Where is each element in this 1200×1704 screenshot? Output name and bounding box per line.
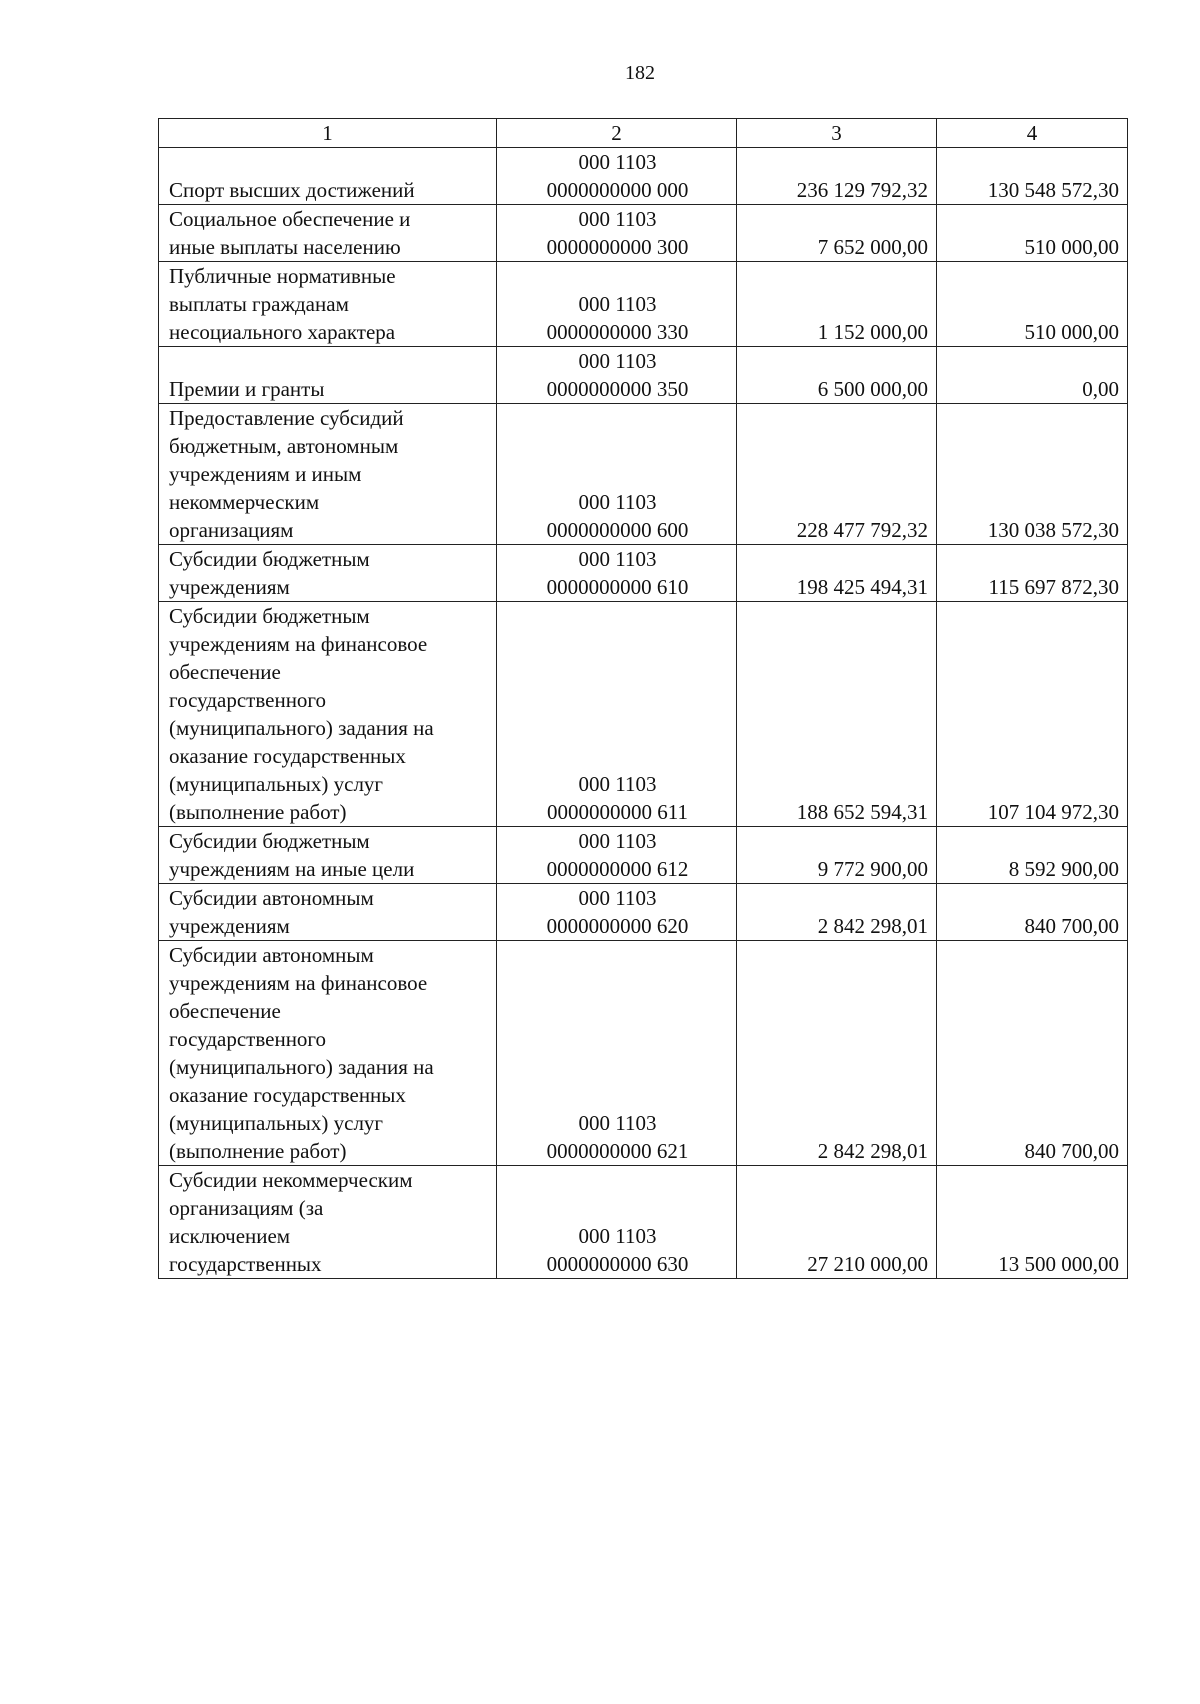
row-value-col3: 1 152 000,00 xyxy=(737,262,937,347)
row-value-col4: 840 700,00 xyxy=(937,941,1128,1166)
row-value-col3: 198 425 494,31 xyxy=(737,545,937,602)
page-number: 182 xyxy=(625,62,655,84)
table-row xyxy=(159,827,1128,884)
row-value-col4: 130 548 572,30 xyxy=(937,148,1128,205)
row-name-cell: Субсидии некоммерческим организациям (за исключением государственных xyxy=(159,1166,497,1279)
row-value-col3: 9 772 900,00 xyxy=(737,827,937,884)
table-row xyxy=(159,602,1128,827)
row-value-col3: 6 500 000,00 xyxy=(737,347,937,404)
table-row xyxy=(159,205,1128,262)
row-value-col4: 13 500 000,00 xyxy=(937,1166,1128,1279)
row-name-cell: Субсидии автономным учреждениям xyxy=(159,884,497,941)
header-col-3: 3 xyxy=(737,119,937,148)
row-name-cell: Публичные нормативные выплаты гражданам несоциального характера xyxy=(159,262,497,347)
row-code-cell: 000 1103 0000000000 330 xyxy=(497,262,737,347)
table-row xyxy=(159,1166,1128,1279)
row-name-cell: Предоставление субсидий бюджетным, автономным учреждениям и иным некоммерческим организациям xyxy=(159,404,497,545)
row-value-col4: 510 000,00 xyxy=(937,205,1128,262)
row-name-cell: Субсидии бюджетным учреждениям на иные цели xyxy=(159,827,497,884)
row-code-cell: 000 1103 0000000000 610 xyxy=(497,545,737,602)
table-row xyxy=(159,262,1128,347)
row-value-col4: 0,00 xyxy=(937,347,1128,404)
header-col-1: 1 xyxy=(159,119,497,148)
table-row xyxy=(159,148,1128,205)
row-value-col4: 510 000,00 xyxy=(937,262,1128,347)
row-name-cell: Премии и гранты xyxy=(159,347,497,404)
row-code-cell: 000 1103 0000000000 000 xyxy=(497,148,737,205)
row-value-col4: 130 038 572,30 xyxy=(937,404,1128,545)
row-name-cell: Социальное обеспечение и иные выплаты населению xyxy=(159,205,497,262)
row-name-cell: Субсидии бюджетным учреждениям xyxy=(159,545,497,602)
row-value-col4: 8 592 900,00 xyxy=(937,827,1128,884)
table-row xyxy=(159,404,1128,545)
row-code-cell: 000 1103 0000000000 621 xyxy=(497,941,737,1166)
row-code-cell: 000 1103 0000000000 300 xyxy=(497,205,737,262)
row-value-col3: 188 652 594,31 xyxy=(737,602,937,827)
row-value-col3: 236 129 792,32 xyxy=(737,148,937,205)
row-code-cell: 000 1103 0000000000 600 xyxy=(497,404,737,545)
row-value-col3: 2 842 298,01 xyxy=(737,884,937,941)
row-value-col3: 27 210 000,00 xyxy=(737,1166,937,1279)
row-value-col3: 7 652 000,00 xyxy=(737,205,937,262)
row-value-col4: 107 104 972,30 xyxy=(937,602,1128,827)
header-row xyxy=(159,119,1128,148)
table-row xyxy=(159,545,1128,602)
table-row xyxy=(159,884,1128,941)
header-col-4: 4 xyxy=(937,119,1128,148)
table-row xyxy=(159,941,1128,1166)
table-row xyxy=(159,347,1128,404)
row-value-col4: 115 697 872,30 xyxy=(937,545,1128,602)
row-code-cell: 000 1103 0000000000 350 xyxy=(497,347,737,404)
row-code-cell: 000 1103 0000000000 611 xyxy=(497,602,737,827)
row-name-cell: Субсидии бюджетным учреждениям на финансовое обеспечение государственного (муниципального) задания на оказание государственных (муниципальных) услуг (выполнение работ) xyxy=(159,602,497,827)
row-value-col3: 2 842 298,01 xyxy=(737,941,937,1166)
row-name-cell: Спорт высших достижений xyxy=(159,148,497,205)
budget-table xyxy=(158,118,1128,1279)
row-value-col4: 840 700,00 xyxy=(937,884,1128,941)
row-value-col3: 228 477 792,32 xyxy=(737,404,937,545)
row-code-cell: 000 1103 0000000000 630 xyxy=(497,1166,737,1279)
row-code-cell: 000 1103 0000000000 620 xyxy=(497,884,737,941)
header-col-2: 2 xyxy=(497,119,737,148)
row-name-cell: Субсидии автономным учреждениям на финансовое обеспечение государственного (муниципального) задания на оказание государственных (муниципальных) услуг (выполнение работ) xyxy=(159,941,497,1166)
row-code-cell: 000 1103 0000000000 612 xyxy=(497,827,737,884)
